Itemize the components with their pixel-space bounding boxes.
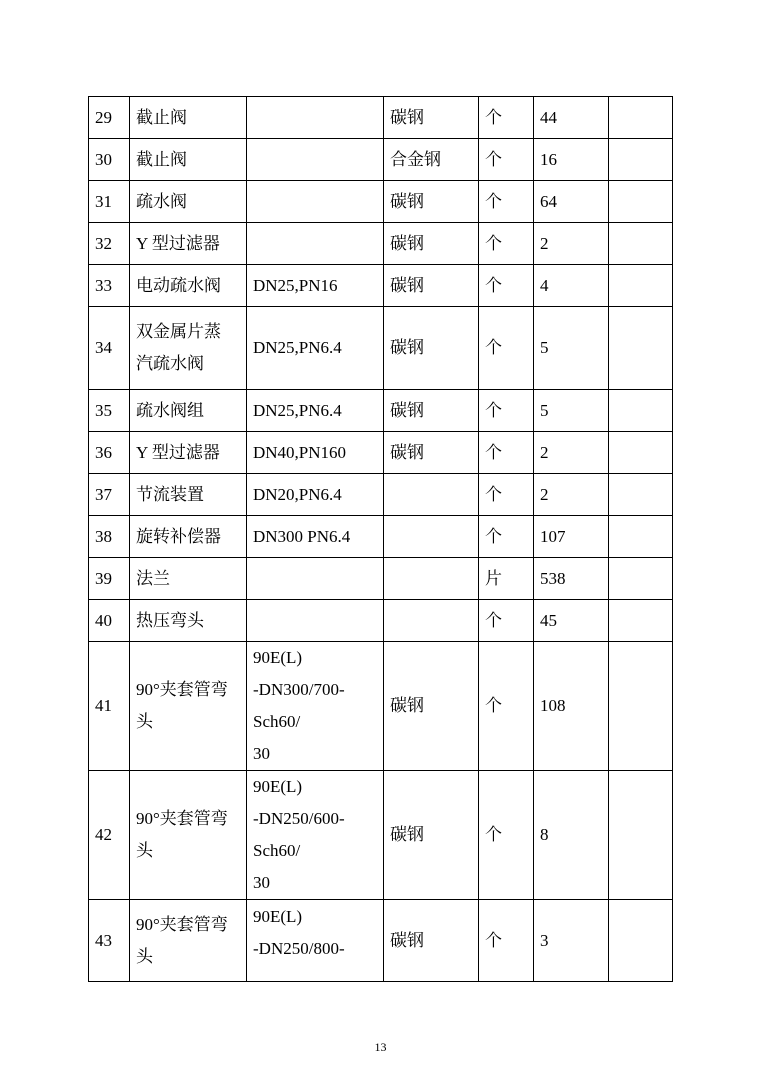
item-spec — [247, 900, 384, 982]
item-unit: 个 — [479, 432, 534, 474]
item-material: 碳钢 — [384, 223, 479, 265]
table-row — [89, 390, 673, 432]
item-name-line: 头 — [136, 841, 153, 860]
table-body — [89, 97, 673, 982]
item-unit: 个 — [479, 771, 534, 900]
table-row — [89, 558, 673, 600]
table-row — [89, 139, 673, 181]
row-number: 37 — [89, 474, 130, 516]
item-spec-line: DN40,PN160 — [253, 442, 347, 462]
item-name-line: 90°夹套管弯 — [136, 914, 228, 934]
item-unit: 个 — [479, 516, 534, 558]
table-row — [89, 181, 673, 223]
item-quantity: 3 — [534, 900, 609, 982]
item-name — [130, 900, 247, 982]
item-spec — [247, 771, 384, 900]
item-name-line: 旋转补偿器 — [136, 526, 221, 546]
row-number: 35 — [89, 390, 130, 432]
item-remark — [609, 771, 673, 900]
item-name-line: 截止阀 — [136, 107, 187, 127]
item-unit: 个 — [479, 474, 534, 516]
item-name-line: 头 — [136, 946, 153, 966]
item-spec — [247, 97, 384, 139]
item-spec — [247, 474, 384, 516]
table-row — [89, 516, 673, 558]
item-name-line: 电动疏水阀 — [136, 275, 221, 295]
item-unit: 个 — [479, 900, 534, 982]
item-spec — [247, 642, 384, 771]
item-spec-line: DN25,PN16 — [253, 275, 338, 295]
row-number: 29 — [89, 97, 130, 139]
item-remark — [609, 223, 673, 265]
item-name — [130, 600, 247, 642]
item-spec-line: 30 — [253, 873, 270, 892]
item-name-line: 节流装置 — [136, 484, 204, 504]
item-quantity: 44 — [534, 97, 609, 139]
page-number: 13 — [374, 1040, 387, 1054]
item-name-line: Y 型过滤器 — [136, 442, 220, 462]
item-spec — [247, 600, 384, 642]
item-remark — [609, 181, 673, 223]
item-spec — [247, 558, 384, 600]
item-material: 碳钢 — [384, 771, 479, 900]
item-quantity: 64 — [534, 181, 609, 223]
table-row — [89, 642, 673, 771]
item-spec — [247, 516, 384, 558]
table-row — [89, 900, 673, 982]
item-remark — [609, 432, 673, 474]
item-name-line: 疏水阀组 — [136, 400, 204, 420]
item-unit: 个 — [479, 97, 534, 139]
item-remark — [609, 558, 673, 600]
item-remark — [609, 265, 673, 307]
item-spec-line: -DN300/700- — [253, 680, 345, 699]
item-quantity: 4 — [534, 265, 609, 307]
item-material: 碳钢 — [384, 432, 479, 474]
item-unit: 个 — [479, 390, 534, 432]
item-spec-line: DN20,PN6.4 — [253, 484, 342, 504]
item-name — [130, 307, 247, 390]
item-quantity: 107 — [534, 516, 609, 558]
item-spec — [247, 139, 384, 181]
item-spec-line: 90E(L) — [253, 907, 303, 926]
item-spec — [247, 390, 384, 432]
item-name — [130, 97, 247, 139]
item-unit: 个 — [479, 265, 534, 307]
item-unit: 个 — [479, 307, 534, 390]
item-name-line: 90°夹套管弯 — [136, 809, 228, 828]
item-material: 碳钢 — [384, 265, 479, 307]
item-remark — [609, 97, 673, 139]
item-material: 合金钢 — [384, 139, 479, 181]
item-name — [130, 265, 247, 307]
item-remark — [609, 474, 673, 516]
item-name-line: 热压弯头 — [136, 610, 204, 630]
item-spec — [247, 181, 384, 223]
item-remark — [609, 390, 673, 432]
item-material — [384, 558, 479, 600]
row-number: 31 — [89, 181, 130, 223]
table-row — [89, 307, 673, 390]
item-quantity: 2 — [534, 223, 609, 265]
item-name — [130, 181, 247, 223]
item-unit: 个 — [479, 642, 534, 771]
item-spec-line: 90E(L) — [253, 777, 303, 796]
materials-table — [88, 96, 673, 982]
table-row — [89, 223, 673, 265]
item-name — [130, 432, 247, 474]
item-remark — [609, 900, 673, 982]
item-unit: 个 — [479, 139, 534, 181]
item-quantity: 108 — [534, 642, 609, 771]
item-remark — [609, 307, 673, 390]
item-spec — [247, 432, 384, 474]
item-quantity: 538 — [534, 558, 609, 600]
item-name-line: 双金属片蒸 — [136, 322, 221, 341]
table-row — [89, 265, 673, 307]
item-material: 碳钢 — [384, 900, 479, 982]
item-quantity: 8 — [534, 771, 609, 900]
row-number: 32 — [89, 223, 130, 265]
item-material — [384, 600, 479, 642]
table-row — [89, 600, 673, 642]
item-quantity: 5 — [534, 307, 609, 390]
item-material: 碳钢 — [384, 307, 479, 390]
item-remark — [609, 139, 673, 181]
item-quantity: 16 — [534, 139, 609, 181]
item-name — [130, 558, 247, 600]
item-spec-line: Sch60/ — [253, 712, 301, 731]
item-material: 碳钢 — [384, 642, 479, 771]
item-quantity: 45 — [534, 600, 609, 642]
row-number: 38 — [89, 516, 130, 558]
table-row — [89, 432, 673, 474]
table-row — [89, 97, 673, 139]
row-number: 39 — [89, 558, 130, 600]
item-name — [130, 771, 247, 900]
item-remark — [609, 600, 673, 642]
row-number: 43 — [89, 900, 130, 982]
item-name-line: 截止阀 — [136, 149, 187, 169]
item-spec-line: 30 — [253, 744, 270, 763]
item-material: 碳钢 — [384, 181, 479, 223]
item-name — [130, 474, 247, 516]
item-name — [130, 516, 247, 558]
item-spec — [247, 265, 384, 307]
item-unit: 个 — [479, 181, 534, 223]
item-name — [130, 642, 247, 771]
row-number: 33 — [89, 265, 130, 307]
item-spec — [247, 307, 384, 390]
item-spec — [247, 223, 384, 265]
item-name — [130, 390, 247, 432]
item-material — [384, 516, 479, 558]
item-name-line: 疏水阀 — [136, 191, 187, 211]
row-number: 42 — [89, 771, 130, 900]
item-name — [130, 139, 247, 181]
item-remark — [609, 642, 673, 771]
item-material: 碳钢 — [384, 97, 479, 139]
row-number: 30 — [89, 139, 130, 181]
item-spec-line: Sch60/ — [253, 841, 301, 860]
item-quantity: 5 — [534, 390, 609, 432]
item-quantity: 2 — [534, 432, 609, 474]
item-unit: 个 — [479, 223, 534, 265]
item-unit: 个 — [479, 600, 534, 642]
item-spec-line: -DN250/600- — [253, 809, 345, 828]
table-row — [89, 771, 673, 900]
item-name-line: Y 型过滤器 — [136, 233, 220, 253]
item-name-line: 汽疏水阀 — [136, 354, 204, 373]
item-material — [384, 474, 479, 516]
item-spec-line: -DN250/800- — [253, 939, 345, 958]
row-number: 34 — [89, 307, 130, 390]
row-number: 40 — [89, 600, 130, 642]
item-remark — [609, 516, 673, 558]
item-spec-line: 90E(L) — [253, 648, 303, 667]
item-name-line: 90°夹套管弯 — [136, 680, 228, 699]
item-quantity: 2 — [534, 474, 609, 516]
item-material: 碳钢 — [384, 390, 479, 432]
table-row — [89, 474, 673, 516]
item-spec-line: DN25,PN6.4 — [253, 338, 342, 357]
item-spec-line: DN300 PN6.4 — [253, 526, 351, 546]
row-number: 41 — [89, 642, 130, 771]
row-number: 36 — [89, 432, 130, 474]
item-unit: 片 — [479, 558, 534, 600]
item-spec-line: DN25,PN6.4 — [253, 400, 342, 420]
item-name-line: 法兰 — [136, 568, 170, 588]
item-name — [130, 223, 247, 265]
item-name-line: 头 — [136, 712, 153, 731]
